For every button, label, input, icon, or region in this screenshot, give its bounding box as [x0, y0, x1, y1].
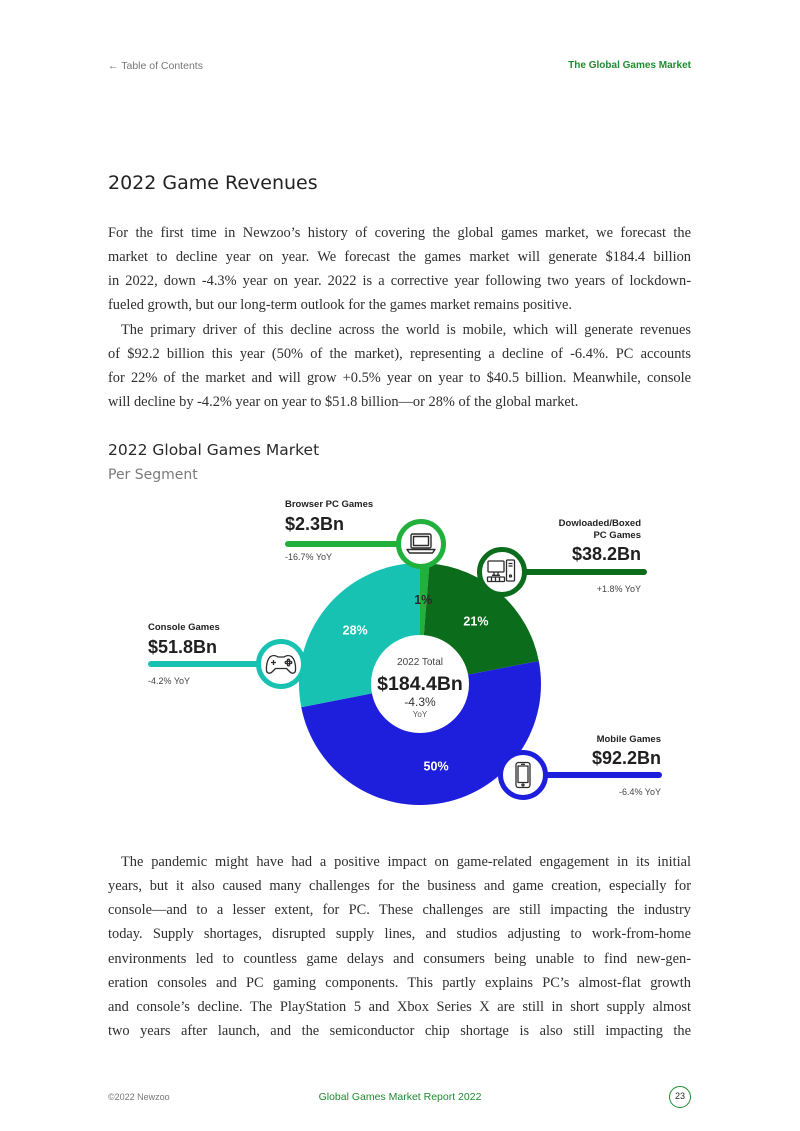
paragraph-line: market to decline year on year. We forecast the games market will generate $184.4 billion — [108, 249, 691, 266]
mobile-icon-ring — [501, 753, 546, 798]
browser-segment-value: $2.3Bn — [285, 514, 345, 534]
paragraph-line: will decline by -4.2% year on year to $51.8 billion—or 28% of the global market. — [108, 394, 579, 411]
paragraph-line: two years after launch, and the semiconductor chip shortage is also still impacting the — [108, 1022, 691, 1039]
paragraph-line: The primary driver of this decline across the world is mobile, which will generate revenues — [121, 321, 691, 338]
paragraph-2 — [108, 318, 691, 415]
paragraph-line: of $92.2 billion this year (50% of the market), representing a decline of -6.4%. PC accounts — [108, 345, 691, 362]
browser-segment-name: Browser PC Games — [285, 499, 374, 510]
paragraph-line: fueled growth, but our long-term outlook for the games market remains positive. — [108, 297, 572, 314]
paragraph-line: years, but it also caused many challenges for the business and game creation, especially for — [108, 878, 691, 895]
console-segment-value: $51.8Bn — [148, 637, 218, 657]
copyright-notice: ©2022 Newzoo — [108, 1092, 170, 1102]
donut-center-change: -4.3% — [404, 695, 436, 709]
browser-segment-yoy: -16.7% YoY — [285, 551, 333, 562]
paragraph-line: eration consoles and PC gaming components. This partly explains PC’s almost-flat growth — [108, 974, 691, 991]
downloaded-segment-name: Dowloaded/Boxed PC Games — [558, 518, 641, 541]
section-title: The Global Games Market — [568, 60, 691, 71]
paragraph-line: for 22% of the market and will grow +0.5% year on year to $40.5 billion. Meanwhile, console — [108, 369, 691, 386]
chart-title: 2022 Global Games Market — [108, 441, 320, 459]
mobile-segment-name: Mobile Games — [596, 734, 661, 745]
donut-center-label: 2022 Total — [397, 657, 443, 668]
page-number: 23 — [669, 1086, 691, 1108]
console-icon-ring — [259, 642, 304, 687]
donut-center-total: $184.4Bn — [377, 673, 463, 695]
report-title: Global Games Market Report 2022 — [318, 1091, 482, 1103]
paragraph-line: today. Supply shortages, disrupted supply lines, and studios adjusting to work-from-home — [108, 926, 691, 943]
slice-percent-label: 28% — [342, 623, 368, 638]
paragraph-line: console—and to a lesser extent, for PC. These challenges are still impacting the industry — [108, 902, 691, 919]
page-title: 2022 Game Revenues — [108, 172, 318, 194]
downloaded-segment-yoy: +1.8% YoY — [596, 583, 641, 594]
mobile-segment-yoy: -6.4% YoY — [618, 786, 661, 797]
donut-center-change-unit: YoY — [412, 710, 428, 719]
paragraph-line: For the first time in Newzoo’s history of covering the global games market, we forecast the — [108, 225, 691, 241]
console-segment-name: Console Games — [148, 622, 220, 633]
paragraph-3 — [108, 850, 691, 1043]
paragraph-line: in 2022, down -4.3% year on year. 2022 is a corrective year following two years of lockdown- — [108, 273, 691, 290]
slice-percent-label: 21% — [463, 614, 489, 629]
segment-donut-chart — [0, 490, 800, 820]
console-segment-yoy: -4.2% YoY — [148, 675, 191, 686]
slice-percent-label: 1% — [414, 593, 433, 608]
mobile-segment-value: $92.2Bn — [591, 748, 661, 768]
browser-icon-ring — [399, 522, 444, 567]
downloaded-segment-value: $38.2Bn — [571, 544, 641, 564]
paragraph-line: environments led to countless game delays and consumers being unable to find new-gen- — [108, 950, 691, 967]
slice-percent-label: 50% — [423, 759, 449, 774]
paragraph-line: The pandemic might have had a positive impact on game-related engagement in its initial — [121, 854, 691, 870]
paragraph-line: and console’s decline. The PlayStation 5 and Xbox Series X are still in short supply almost — [108, 998, 691, 1015]
table-of-contents-link[interactable]: ← Table of Contents — [108, 60, 203, 72]
paragraph-1 — [108, 221, 691, 318]
chart-subtitle: Per Segment — [108, 467, 198, 483]
